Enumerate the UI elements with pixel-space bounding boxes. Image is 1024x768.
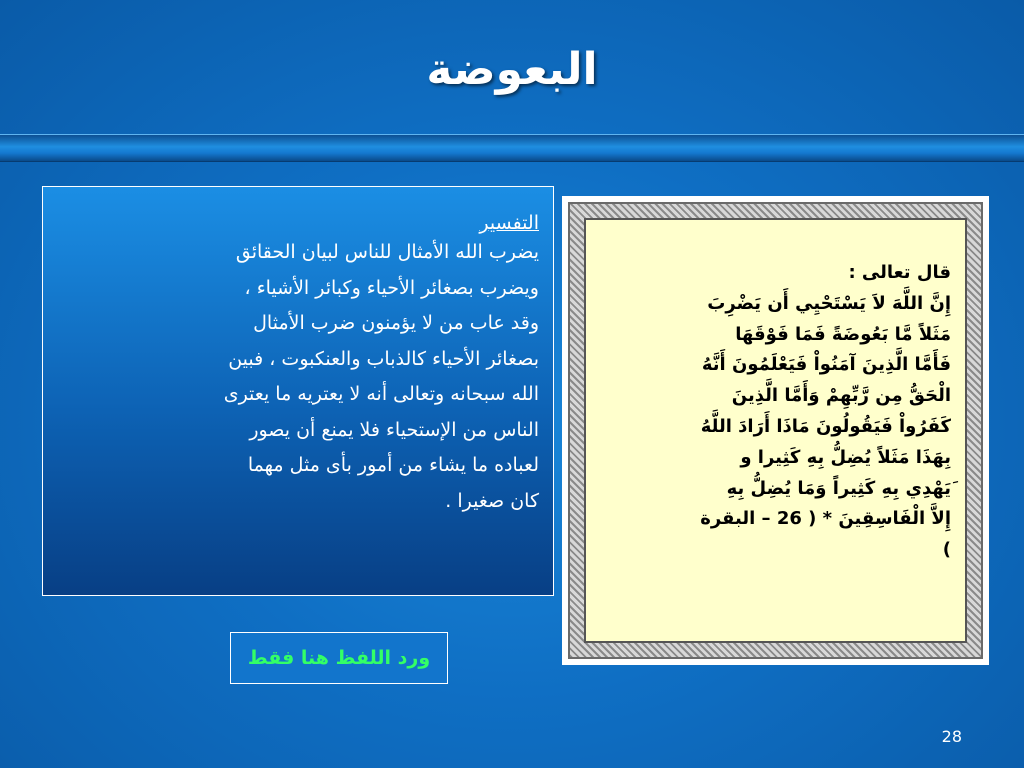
- tafsir-line: وقد عاب من لا يؤمنون ضرب الأمثال: [253, 312, 539, 334]
- tafsir-line: لعباده ما يشاء من أمور بأى مثل مهما: [247, 454, 539, 476]
- tafsir-heading: التفسير: [479, 212, 539, 234]
- tafsir-line: كان صغيرا .: [445, 489, 539, 512]
- tafsir-text-box: [42, 186, 554, 596]
- verse-line: كَفَرُواْ فَيَقُولُونَ مَاذَا أَرَادَ اللَّهُ: [700, 415, 951, 437]
- verse-line: إِنَّ اللَّهَ لاَ يَسْتَحْيِي أَن يَضْرِبَ: [707, 292, 951, 314]
- verse-line: مَثَلاً مَّا بَعُوضَةً فَمَا فَوْقَهَا: [735, 323, 951, 345]
- verse-frame: [562, 196, 989, 665]
- verse-line: إِلاَّ الْفَاسِقِينَ * ( 26 – البقرة: [700, 508, 951, 530]
- verse-line: بِهَذَا مَثَلاً يُضِلُّ بِهِ كَثِيرا و: [740, 446, 951, 468]
- verse-ornamental-border: [568, 202, 983, 659]
- tafsir-line: الناس من الإستحياء فلا يمنع أن يصور: [249, 418, 539, 441]
- page-number: 28: [941, 727, 962, 746]
- verse-text-panel: [584, 218, 967, 643]
- note-box: ورد اللفظ هنا فقط: [230, 632, 448, 684]
- verse-line: قال تعالى :: [848, 262, 951, 283]
- verse-line: َيَهْدِي بِهِ كَثِيراً وَمَا يُضِلُّ بِهِ: [726, 477, 951, 499]
- slide-title: البعوضة: [426, 44, 598, 95]
- title-divider-band: [0, 134, 1024, 162]
- verse-line: ): [942, 539, 951, 561]
- tafsir-line: الله سبحانه وتعالى أنه لا يعتريه ما يعترى: [223, 383, 539, 405]
- tafsir-line: يضرب الله الأمثال للناس لبيان الحقائق: [235, 241, 539, 263]
- verse-line: فَأَمَّا الَّذِينَ آمَنُواْ فَيَعْلَمُونَ أَنَّهُ: [701, 354, 951, 376]
- tafsir-line: ويضرب بصغائر الأحياء وكبائر الأشياء ،: [244, 276, 539, 299]
- verse-line: الْحَقُّ مِن رَّبِّهِمْ وَأَمَّا الَّذِينَ: [731, 385, 951, 407]
- tafsir-line: بصغائر الأحياء كالذباب والعنكبوت ، فبين: [228, 347, 539, 370]
